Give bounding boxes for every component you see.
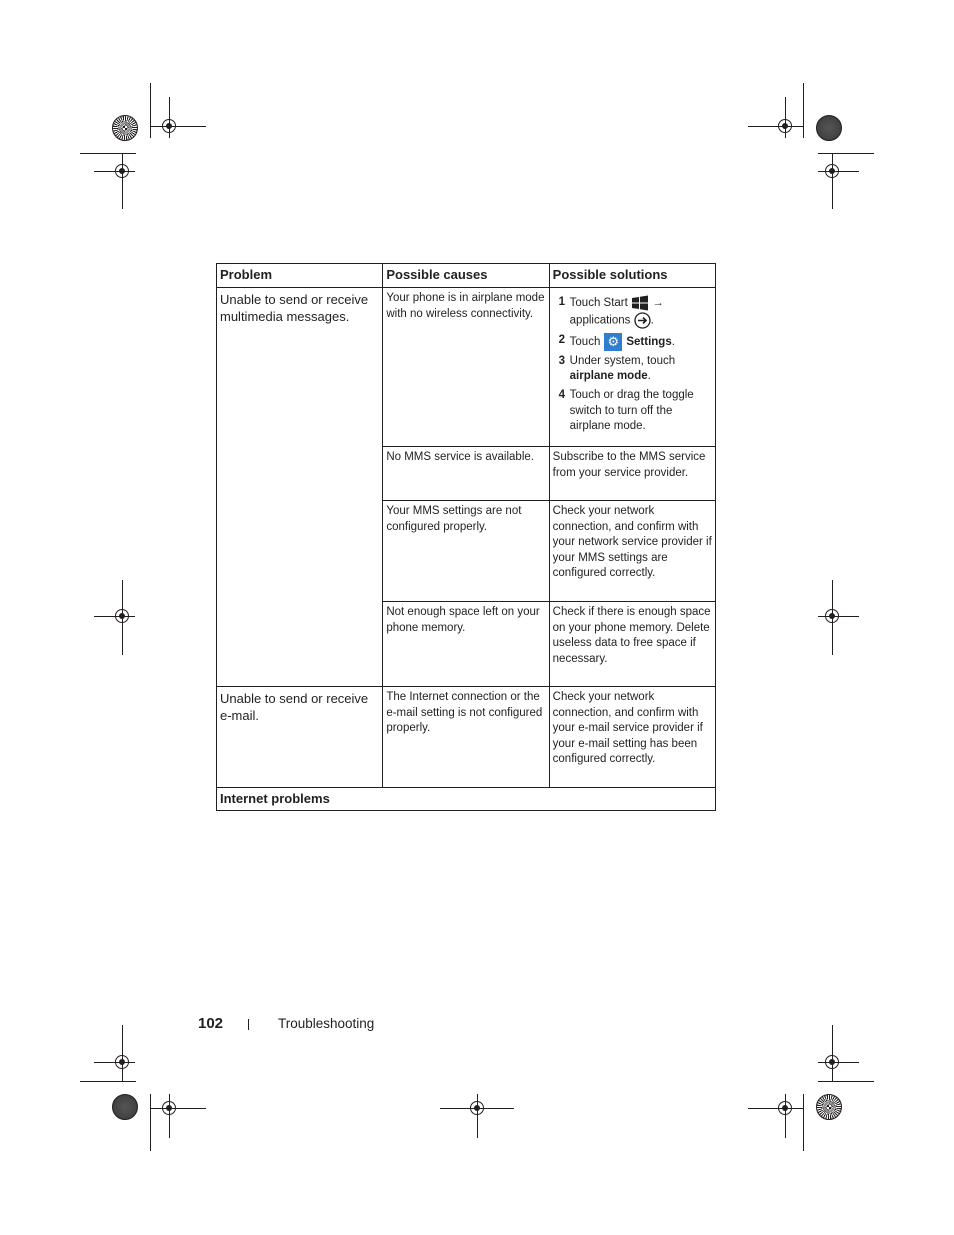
solution-cell: Subscribe to the MMS service from your service provider.	[549, 447, 715, 501]
table-row	[217, 687, 716, 788]
step-3: 3 Under system, touch airplane mode.	[558, 354, 676, 383]
solution-cell: Check your network connection, and confirm with your e-mail service provider if your e-mail setting has been configured correctly.	[549, 687, 715, 788]
table-header-row	[217, 264, 716, 288]
footer-divider	[248, 1019, 249, 1030]
solution-cell: Check if there is enough space on your phone memory. Delete useless data to free space if necessary.	[549, 602, 715, 687]
cause-cell: No MMS service is available.	[383, 447, 549, 501]
problem-cell: Unable to send or receive multimedia messages.	[217, 288, 383, 687]
header-problem: Problem	[217, 264, 383, 288]
section-heading: Internet problems	[217, 788, 716, 811]
header-possible-solutions: Possible solutions	[549, 264, 715, 288]
windows-start-icon	[631, 295, 649, 311]
cause-cell: Your MMS settings are not configured properly.	[383, 501, 549, 602]
footer-section-title: Troubleshooting	[278, 1016, 375, 1031]
table-row	[217, 288, 716, 447]
star-target-icon	[816, 1094, 842, 1120]
settings-gear-icon	[604, 333, 622, 351]
troubleshooting-table	[216, 263, 716, 811]
cause-cell: The Internet connection or the e-mail setting is not configured properly.	[383, 687, 549, 788]
dark-target-icon	[816, 115, 842, 141]
solution-cell: Check your network connection, and confirm with your network service provider if your MMS settings are configured correctly.	[549, 501, 715, 602]
step-4: 4 Touch or drag the toggle switch to turn off the airplane mode.	[558, 388, 694, 433]
solution-steps	[553, 291, 712, 435]
dark-target-icon	[112, 1094, 138, 1120]
cause-cell: Your phone is in airplane mode with no wireless connectivity.	[383, 288, 549, 447]
step-1: 1 Touch Start → applications .	[559, 295, 712, 329]
cause-cell: Not enough space left on your phone memory.	[383, 602, 549, 687]
table-section-row	[217, 788, 716, 811]
circle-arrow-icon	[634, 312, 651, 329]
header-possible-causes: Possible causes	[383, 264, 549, 288]
page-number: 102	[198, 1015, 224, 1032]
star-target-icon	[112, 115, 138, 141]
problem-cell: Unable to send or receive e-mail.	[217, 687, 383, 788]
solution-cell	[549, 288, 715, 447]
step-2: 2 Touch⚙ Settings.	[559, 333, 712, 351]
